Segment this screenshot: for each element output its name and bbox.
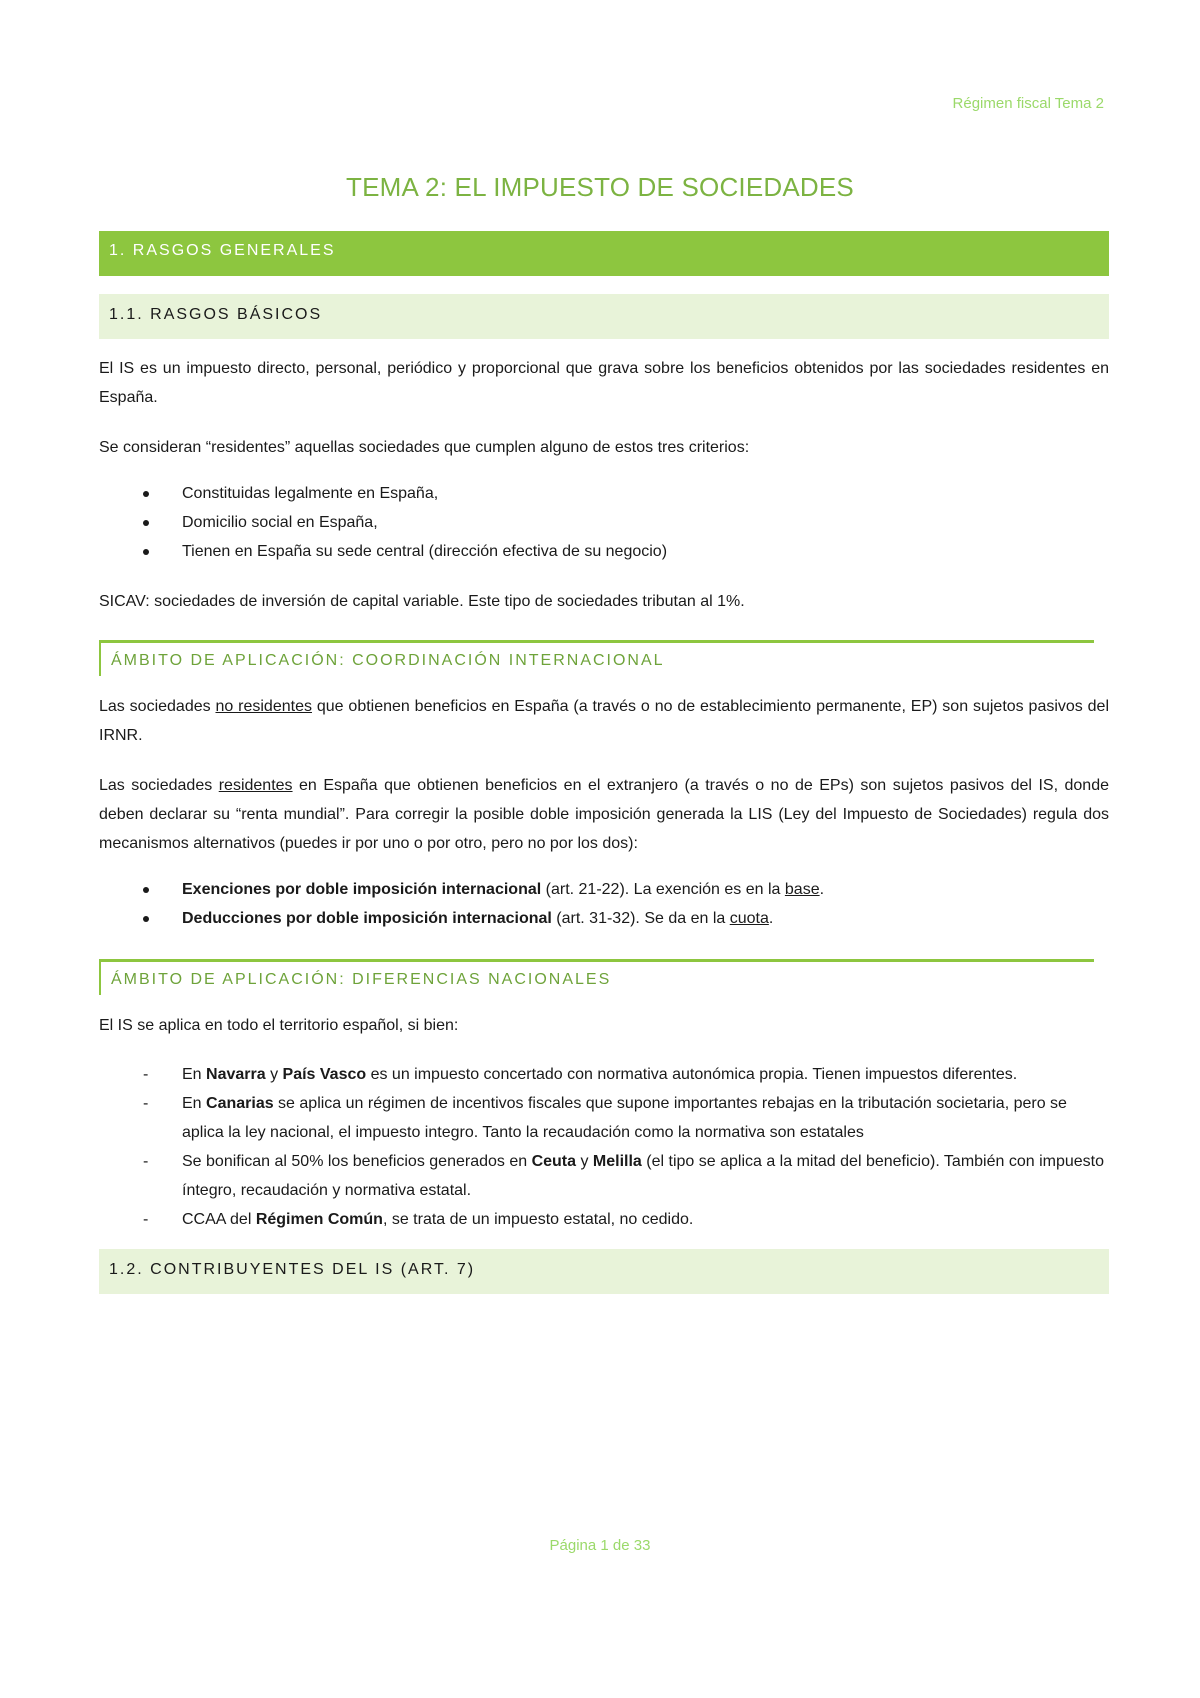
diferencias-list	[99, 1060, 1109, 1234]
list-item: - En Canarias se aplica un régimen de incentivos fiscales que supone importantes rebajas en la tributación societaria, pero se aplica la ley nacional, el impuesto integro. Tanto la recaudación como la normativa son estatales	[143, 1095, 1067, 1141]
paragraph-no-residentes: Las sociedades no residentes que obtienen beneficios en España (a través o no de establecimiento permanente, EP) son sujetos pasivos del IRNR.	[99, 698, 1110, 744]
list-item: Deducciones por doble imposición internacional (art. 31-32). Se da en la cuota.	[99, 904, 1109, 933]
paragraph-residentes: Se consideran “residentes” aquellas sociedades que cumplen alguno de estos tres criterios:	[99, 439, 750, 456]
page-number: Página 1 de 33	[549, 1537, 651, 1554]
page-title: TEMA 2: EL IMPUESTO DE SOCIEDADES	[346, 172, 854, 202]
mecanismos-list	[99, 875, 1109, 933]
underlined-term: residentes	[218, 777, 293, 794]
paragraph-residentes-extranjero: Las sociedades residentes en España que obtienen beneficios en el extranjero (a través o no de EPs) son sujetos pasivos del IS, donde deben declarar su “renta mundial”. Para corregir la posible doble imposición generada la LIS (Ley del Impuesto de Sociedades) regula dos mecanismos alternativos (puedes ir por uno o por otro, pero no por los dos):	[99, 777, 1109, 852]
subsection-heading-rasgos-basicos: 1.1. RASGOS BÁSICOS	[99, 294, 1109, 339]
heading-ambito-nacional: ÁMBITO DE APLICACIÓN: DIFERENCIAS NACIONALES	[99, 959, 1094, 995]
underlined-term: no residentes	[215, 698, 312, 715]
document-body	[99, 231, 1109, 1294]
list-item: - Se bonifican al 50% los beneficios generados en Ceuta y Melilla (el tipo se aplica a la mitad del beneficio). También con impuesto íntegro, recaudación y normativa estatal.	[143, 1153, 1105, 1199]
list-item: - CCAA del Régimen Común, se trata de un impuesto estatal, no cedido.	[143, 1211, 694, 1228]
running-header: Régimen fiscal Tema 2	[952, 95, 1104, 112]
list-item: Domicilio social en España,	[99, 508, 1109, 537]
list-item: Constituidas legalmente en España,	[99, 479, 1109, 508]
heading-ambito-internacional: ÁMBITO DE APLICACIÓN: COORDINACIÓN INTERNACIONAL	[99, 640, 1094, 676]
subsection-heading-contribuyentes: 1.2. CONTRIBUYENTES DEL IS (ART. 7)	[99, 1249, 1109, 1294]
paragraph-is-definition: El IS es un impuesto directo, personal, periódico y proporcional que grava sobre los beneficios obtenidos por las sociedades residentes en España.	[99, 360, 1109, 406]
section-heading-rasgos-generales: 1. RASGOS GENERALES	[99, 231, 1109, 276]
list-item: Tienen en España su sede central (dirección efectiva de su negocio)	[99, 537, 1109, 566]
list-item: Exenciones por doble imposición internacional (art. 21-22). La exención es en la base.	[99, 875, 1109, 904]
paragraph-territorio: El IS se aplica en todo el territorio español, si bien:	[99, 1017, 459, 1034]
paragraph-sicav: SICAV: sociedades de inversión de capital variable. Este tipo de sociedades tributan al 1%.	[99, 593, 745, 610]
criteria-list	[99, 479, 1109, 566]
list-item: - En Navarra y País Vasco es un impuesto concertado con normativa autonómica propia. Tienen impuestos diferentes.	[143, 1066, 1018, 1083]
